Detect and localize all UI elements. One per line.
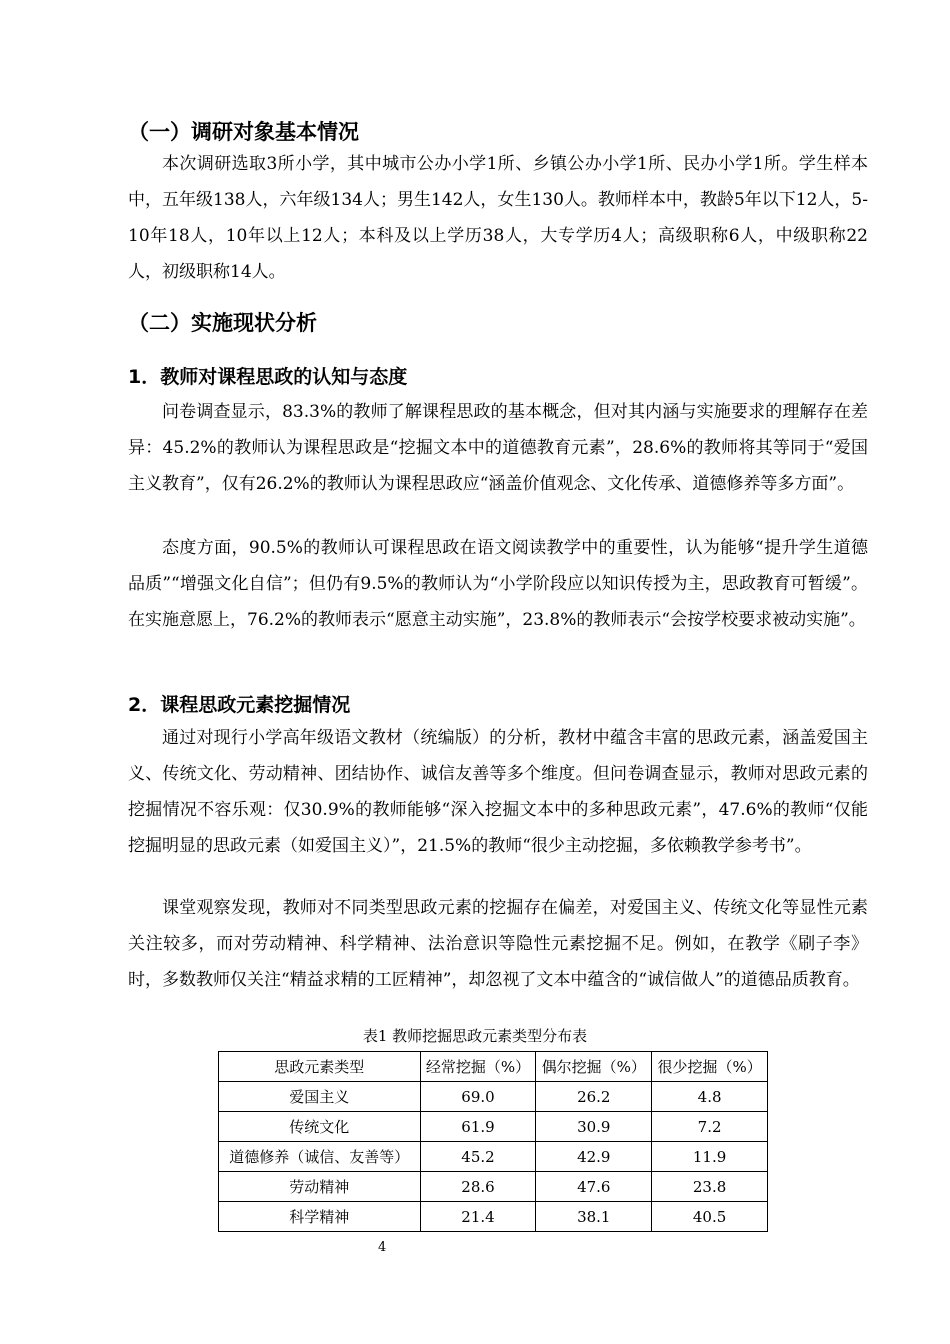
paragraph-classroom-observation: 课堂观察发现，教师对不同类型思政元素的挖掘存在偏差，对爱国主义、传统文化等显性元素关注较多，而对劳动精神、科学精神、法治意识等隐性元素挖掘不足。例如，在教学《刷子李》时，多数教师仅关注“精益求精的工匠精神”，却忽视了文本中蕴含的“诚信做人”的道德品质教育。 <box>128 898 868 990</box>
paragraph-textbook-analysis: 通过对现行小学高年级语文教材（统编版）的分析，教材中蕴含丰富的思政元素，涵盖爱国主义、传统文化、劳动精神、团结协作、诚信友善等多个维度。但问卷调查显示，教师对思政元素的挖掘情况不容乐观：仅30.9%的教师能够“深入挖掘文本中的多种思政元素”，47.6%的教师“仅能挖掘明显的思政元素（如爱国主义）”，21.5%的教师“很少主动挖掘，多依赖教学参考书”。 <box>128 728 868 856</box>
table-cell: 7.2 <box>652 1112 768 1142</box>
table-cell: 科学精神 <box>219 1202 421 1232</box>
table-row <box>219 1142 768 1172</box>
table-cell: 30.9 <box>536 1112 652 1142</box>
table-cell: 4.8 <box>652 1082 768 1112</box>
table-cell: 爱国主义 <box>219 1082 421 1112</box>
table-cell: 42.9 <box>536 1142 652 1172</box>
paragraph-cognition-survey: 问卷调查显示，83.3%的教师了解课程思政的基本概念，但对其内涵与实施要求的理解存在差异：45.2%的教师认为课程思政是“挖掘文本中的道德教育元素”，28.6%的教师将其等同于“爱国主义教育”，仅有26.2%的教师认为课程思政应“涵盖价值观念、文化传承、道德修养等多方面”。 <box>128 402 868 494</box>
table-header-row <box>219 1052 768 1082</box>
table-cell: 47.6 <box>536 1172 652 1202</box>
table-cell: 40.5 <box>652 1202 768 1232</box>
element-distribution-table <box>218 1051 768 1232</box>
table-header-cell: 思政元素类型 <box>219 1052 421 1082</box>
section-heading-status-analysis: （二）实施现状分析 <box>128 311 317 335</box>
table-row <box>219 1172 768 1202</box>
table-header-cell: 很少挖掘（%） <box>652 1052 768 1082</box>
table-cell: 21.4 <box>420 1202 536 1232</box>
table-cell: 道德修养（诚信、友善等） <box>219 1142 421 1172</box>
paragraph-attitude: 态度方面，90.5%的教师认可课程思政在语文阅读教学中的重要性，认为能够“提升学生道德品质”“增强文化自信”；但仍有9.5%的教师认为“小学阶段应以知识传授为主，思政教育可暂缓”。在实施意愿上，76.2%的教师表示“愿意主动实施”，23.8%的教师表示“会按学校要求被动实施”。 <box>128 538 868 630</box>
table-row <box>219 1202 768 1232</box>
table-cell: 11.9 <box>652 1142 768 1172</box>
page-number: 4 <box>378 1240 387 1255</box>
table-cell: 28.6 <box>420 1172 536 1202</box>
table-cell: 38.1 <box>536 1202 652 1232</box>
table-row <box>219 1082 768 1112</box>
table-cell: 传统文化 <box>219 1112 421 1142</box>
table-cell: 69.0 <box>420 1082 536 1112</box>
table-header-cell: 偶尔挖掘（%） <box>536 1052 652 1082</box>
table-row <box>219 1112 768 1142</box>
table-header-cell: 经常挖掘（%） <box>420 1052 536 1082</box>
table-cell: 26.2 <box>536 1082 652 1112</box>
table-cell: 45.2 <box>420 1142 536 1172</box>
table-caption: 表1 教师挖掘思政元素类型分布表 <box>362 1027 588 1045</box>
table-cell: 61.9 <box>420 1112 536 1142</box>
subheading-teacher-cognition: 1．教师对课程思政的认知与态度 <box>128 366 408 388</box>
table-cell: 23.8 <box>652 1172 768 1202</box>
paragraph-sample-info: 本次调研选取3所小学，其中城市公办小学1所、乡镇公办小学1所、民办小学1所。学生样本中，五年级138人，六年级134人；男生142人，女生130人。教师样本中，教龄5年以下12人，5-10年18人，10年以上12人；本科及以上学历38人，大专学历4人；高级职称6人，中级职称22人，初级职称14人。 <box>128 154 868 282</box>
subheading-element-mining: 2．课程思政元素挖掘情况 <box>128 694 351 716</box>
section-heading-basic-info: （一）调研对象基本情况 <box>128 120 359 144</box>
table-cell: 劳动精神 <box>219 1172 421 1202</box>
